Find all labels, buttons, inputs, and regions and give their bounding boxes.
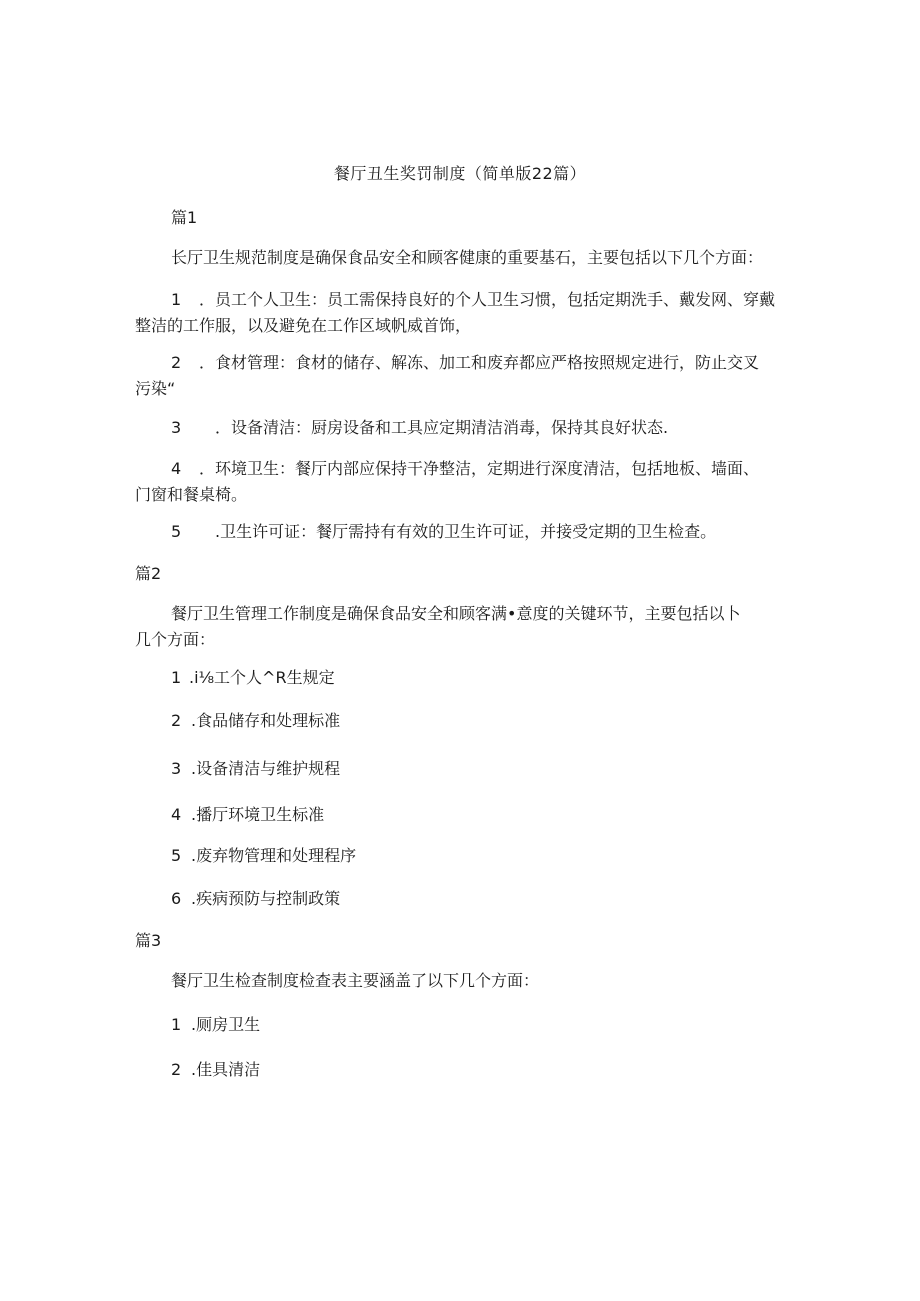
list-item bbox=[171, 755, 340, 782]
list-item-text: .疾病预防与控制政策 bbox=[191, 889, 341, 908]
list-item bbox=[171, 414, 668, 441]
list-item-text: .厕房卫生 bbox=[191, 1015, 261, 1034]
list-item bbox=[171, 885, 340, 912]
list-item-text: ．环境卫生：餐厅内部应保持干净整洁，定期进行深度清洁，包括地板、墙面、 bbox=[199, 459, 760, 478]
list-item-number: 2 bbox=[171, 711, 182, 730]
list-item-number: 1 bbox=[171, 668, 182, 687]
list-item bbox=[171, 518, 716, 545]
list-item-text: ．食材管理：食材的储存、解冻、加工和废弃都应严格按照规定进行，防止交叉 bbox=[199, 353, 760, 372]
list-item-continuation: 污染“ bbox=[135, 379, 176, 398]
list-item-number: 2 bbox=[171, 1060, 182, 1079]
list-item-number: 2 bbox=[171, 353, 182, 372]
list-item bbox=[171, 455, 759, 482]
list-item-number: 6 bbox=[171, 889, 182, 908]
list-item bbox=[171, 664, 335, 691]
list-item-number: 4 bbox=[171, 805, 182, 824]
list-item bbox=[171, 349, 759, 376]
section-intro: 餐厅卫生检查制度检查表主要涵盖了以下几个方面： bbox=[171, 971, 540, 990]
list-item bbox=[171, 842, 356, 869]
list-item-text: .设备清洁与维护规程 bbox=[191, 759, 341, 778]
list-item bbox=[171, 801, 324, 828]
list-item-continuation: 整洁的工作服，以及避免在工作区域帆威首饰， bbox=[135, 316, 472, 335]
list-item-number: 1 bbox=[171, 1015, 182, 1034]
list-item-text: .卫生许可证：餐厅需持有有效的卫生许可证，并接受定期的卫生检查。 bbox=[215, 522, 717, 541]
list-item bbox=[171, 1056, 260, 1083]
list-item-text: .食品储存和处理标准 bbox=[191, 711, 341, 730]
list-item-number: 3 bbox=[171, 759, 182, 778]
section-intro: 餐厅卫生管理工作制度是确保食品安全和顾客满•意度的关键环节，主要包括以卜 bbox=[171, 604, 741, 623]
list-item-number: 1 bbox=[171, 290, 182, 309]
section-heading: 篇2 bbox=[135, 564, 162, 583]
list-item-number: 5 bbox=[171, 522, 182, 541]
list-item-text: .佳具清洁 bbox=[191, 1060, 261, 1079]
list-item bbox=[171, 286, 775, 313]
list-item-text: ．设备清洁：厨房设备和工具应定期清洁消毒，保持其良好状态. bbox=[215, 418, 669, 437]
list-item-text: .废弃物管理和处理程序 bbox=[191, 846, 357, 865]
list-item bbox=[171, 1011, 260, 1038]
section-heading: 篇1 bbox=[171, 208, 198, 227]
list-item-continuation: 门窗和餐桌椅。 bbox=[135, 485, 248, 504]
list-item-text: .播厅环境卫生标准 bbox=[191, 805, 325, 824]
section-intro: 长厅卫生规范制度是确保食品安全和顾客健康的重要基石，主要包括以下几个方面： bbox=[171, 248, 764, 267]
section-intro-continuation: 几个方面： bbox=[135, 630, 216, 649]
list-item-number: 5 bbox=[171, 846, 182, 865]
list-item-number: 3 bbox=[171, 418, 182, 437]
list-item-text: ．员工个人卫生：员工需保持良好的个人卫生习惯，包括定期洗手、戴发网、穿戴 bbox=[199, 290, 776, 309]
list-item bbox=[171, 707, 340, 734]
list-item-number: 4 bbox=[171, 459, 182, 478]
section-heading: 篇3 bbox=[135, 931, 162, 950]
list-item-text: .i⅛工个人^R生规定 bbox=[189, 668, 335, 687]
document-title: 餐厅丑生奖罚制度（简单版22篇） bbox=[333, 164, 587, 183]
